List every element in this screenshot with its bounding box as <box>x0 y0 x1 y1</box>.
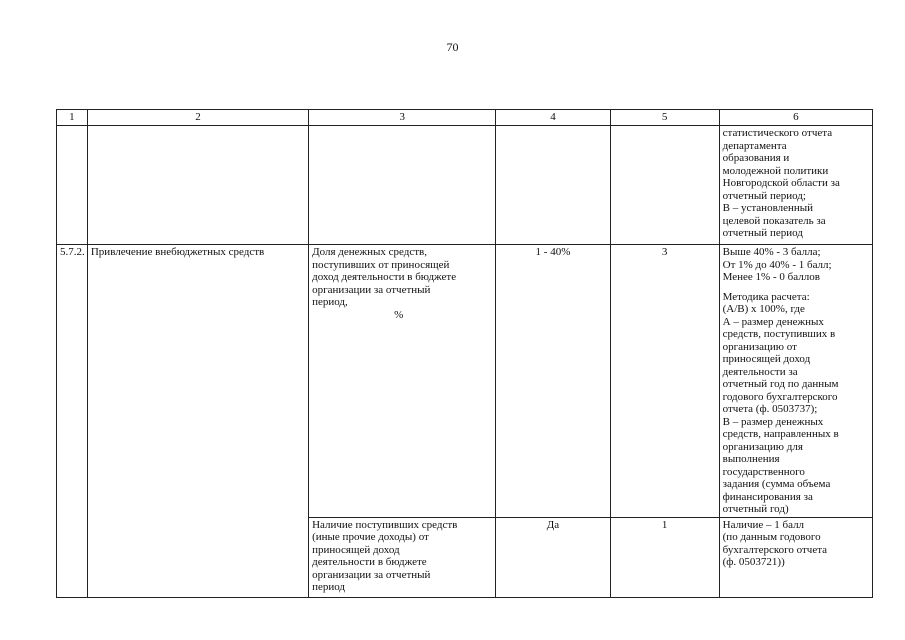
method-line: Методика расчета: <box>722 290 810 303</box>
cell-method <box>719 245 872 518</box>
cell-indicator <box>309 126 496 245</box>
indicator-line: (иные прочие доходы) от <box>312 531 429 543</box>
scale-line: Выше 40% - 3 балла; <box>722 246 821 258</box>
method-line: А – размер денежных <box>722 315 824 328</box>
table-row <box>57 126 873 245</box>
unit-label: % <box>394 308 404 321</box>
indicator-line: организации за отчетный <box>312 568 431 581</box>
cell-target: Да <box>496 517 610 597</box>
indicator-line: Доля денежных средств, <box>312 246 427 258</box>
scale-line: Наличие – 1 балл <box>722 518 805 531</box>
method-line: организацию от <box>722 340 797 353</box>
cell-method <box>719 517 872 597</box>
table-row <box>57 245 873 518</box>
indicator-line: организации за отчетный <box>312 283 431 296</box>
scale-line: (по данным годового <box>722 531 821 543</box>
method-line: отчетный год по данным <box>722 378 839 390</box>
method-line: отчетный период <box>722 227 803 239</box>
method-line: отчетный год) <box>722 503 789 515</box>
column-number: 4 <box>496 110 610 126</box>
indicator-line: период, <box>312 296 348 308</box>
method-line: отчетный период; <box>722 189 806 202</box>
method-line: задания (сумма объема <box>722 478 831 490</box>
scale-line: От 1% до 40% - 1 балл; <box>722 258 832 271</box>
method-line: целевой показатель за <box>722 214 826 227</box>
cell-method <box>719 126 872 245</box>
column-number-row <box>57 110 873 126</box>
method-line: В – установленный <box>722 202 814 214</box>
scale-line: Менее 1% - 0 баллов <box>722 271 820 283</box>
indicator-line: приносящей доход <box>312 543 400 556</box>
cell-number: 5.7.2. <box>57 245 88 598</box>
indicator-line: период <box>312 581 346 593</box>
method-line: средств, поступивших в <box>722 328 836 340</box>
column-number: 3 <box>309 110 496 126</box>
method-line: годового бухгалтерского <box>722 390 838 403</box>
indicator-line: деятельности в бюджете <box>312 556 427 568</box>
method-line: организацию для <box>722 440 803 453</box>
method-line: приносящей доход <box>722 353 811 365</box>
method-line: статистического отчета <box>722 127 833 139</box>
cell-points <box>610 126 719 245</box>
criteria-table <box>56 109 873 598</box>
method-line: образования и <box>722 152 790 164</box>
method-line: отчета (ф. 0503737); <box>722 403 818 415</box>
method-line: финансирования за <box>722 490 813 503</box>
method-line: средств, направленных в <box>722 428 839 440</box>
method-line: Новгородской области за <box>722 177 840 189</box>
indicator-line: Наличие поступивших средств <box>312 518 458 531</box>
scale-line: бухгалтерского отчета <box>722 543 828 556</box>
scale-line: (ф. 0503721)) <box>722 556 785 568</box>
cell-indicator <box>309 517 496 597</box>
cell-indicator <box>309 245 496 518</box>
cell-number <box>57 126 88 245</box>
method-line: департамента <box>722 139 787 152</box>
cell-name <box>87 126 308 245</box>
column-number: 5 <box>610 110 719 126</box>
cell-name: Привлечение внебюджетных средств <box>87 245 308 598</box>
method-line: В – размер денежных <box>722 415 824 428</box>
indicator-line: доход деятельности в бюджете <box>312 271 457 283</box>
cell-target: 1 - 40% <box>496 245 610 518</box>
method-line: выполнения <box>722 453 780 465</box>
method-line: государственного <box>722 465 805 478</box>
method-line: молодежной политики <box>722 164 829 177</box>
page-number: 70 <box>446 40 459 54</box>
column-number: 6 <box>719 110 872 126</box>
spacer <box>723 284 869 291</box>
column-number: 2 <box>87 110 308 126</box>
cell-points: 1 <box>610 517 719 597</box>
method-line: (А/В) х 100%, где <box>722 303 805 315</box>
cell-points: 3 <box>610 245 719 518</box>
cell-target <box>496 126 610 245</box>
column-number: 1 <box>57 110 88 126</box>
method-line: деятельности за <box>722 365 798 378</box>
indicator-line: поступивших от приносящей <box>312 258 450 271</box>
